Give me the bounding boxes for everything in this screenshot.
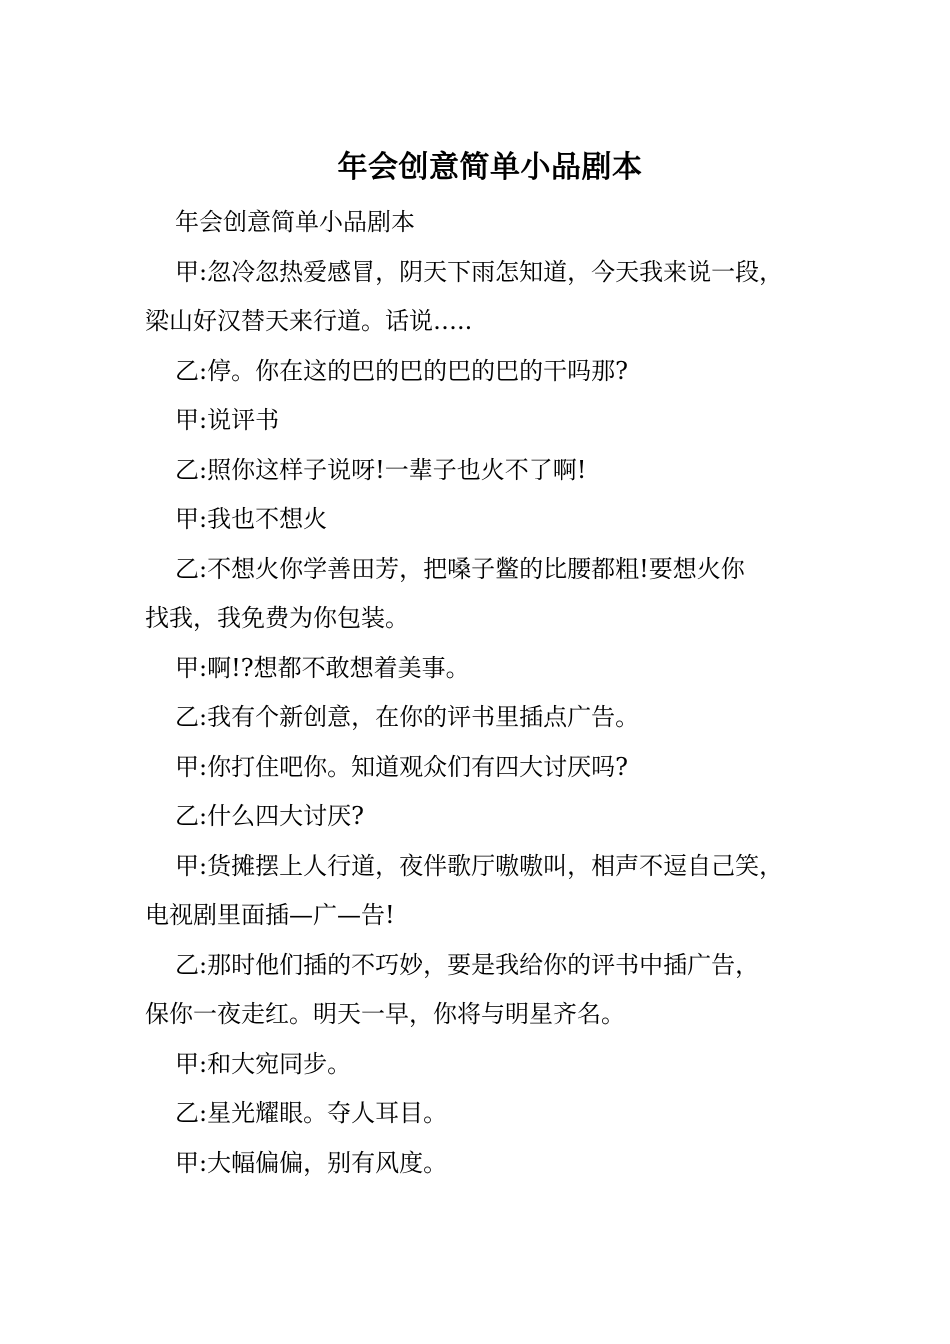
dialogue-text: 说评书 bbox=[207, 406, 280, 434]
speaker-label: 乙: bbox=[175, 554, 208, 583]
speaker-label: 甲: bbox=[175, 406, 208, 434]
dialogue-text: 我也不想火 bbox=[207, 505, 328, 533]
dialogue-line-continuation bbox=[145, 990, 820, 1040]
document-subtitle: 年会创意简单小品剧本 bbox=[175, 208, 415, 236]
dialogue-line-continuation bbox=[145, 297, 820, 347]
speaker-label: 乙: bbox=[175, 1099, 208, 1127]
dialogue-text: 我有个新创意，在你的评书里插点广告。 bbox=[207, 703, 640, 731]
dialogue-text: 照你这样子说呀!一辈子也火不了啊! bbox=[207, 455, 587, 484]
dialogue-line bbox=[145, 1089, 820, 1139]
speaker-label: 甲: bbox=[175, 505, 208, 533]
dialogue-line bbox=[145, 743, 820, 793]
document-title: 年会创意简单小品剧本 bbox=[337, 150, 643, 185]
dialogue-line bbox=[145, 792, 820, 842]
dialogue-text: 保你一夜走红。明天一早，你将与明星齐名。 bbox=[145, 1000, 625, 1028]
dialogue-line bbox=[145, 396, 820, 446]
speaker-label: 甲: bbox=[175, 653, 208, 682]
speaker-label: 乙: bbox=[175, 703, 208, 731]
dialogue-line bbox=[145, 248, 820, 298]
dialogue-line bbox=[145, 545, 820, 595]
dialogue-text: 什么四大讨厌? bbox=[207, 802, 364, 830]
dialogue-text: 货摊摆上人行道，夜伴歌厅嗷嗷叫，相声不逗自己笑， bbox=[207, 851, 784, 880]
dialogue-text: 电视剧里面插—广—告! bbox=[145, 901, 395, 929]
document-body bbox=[145, 198, 820, 1188]
speaker-label: 乙: bbox=[175, 802, 208, 830]
dialogue-text: 大幅偏偏，别有风度。 bbox=[207, 1148, 448, 1177]
speaker-label: 甲: bbox=[175, 1148, 208, 1177]
speaker-label: 乙: bbox=[175, 455, 208, 484]
speaker-label: 甲: bbox=[175, 851, 208, 880]
dialogue-line bbox=[145, 347, 820, 397]
speaker-label: 乙: bbox=[175, 950, 208, 979]
dialogue-line bbox=[145, 1139, 820, 1189]
speaker-label: 甲: bbox=[175, 257, 208, 286]
dialogue-line bbox=[145, 693, 820, 743]
dialogue-line-continuation bbox=[145, 891, 820, 941]
dialogue-line bbox=[145, 446, 820, 496]
dialogue-text: 星光耀眼。夺人耳目。 bbox=[207, 1099, 448, 1127]
dialogue-text: 啊!?想都不敢想着美事。 bbox=[207, 653, 470, 682]
dialogue-text: 那时他们插的不巧妙，要是我给你的评书中插广告， bbox=[207, 950, 760, 979]
dialogue-line bbox=[145, 495, 820, 545]
dialogue-line bbox=[145, 644, 820, 694]
speaker-label: 甲: bbox=[175, 752, 208, 781]
dialogue-text: 你打住吧你。知道观众们有四大讨厌吗? bbox=[207, 752, 628, 781]
dialogue-line bbox=[145, 842, 820, 892]
speaker-label: 甲: bbox=[175, 1049, 208, 1078]
dialogue-text: 不想火你学善田芳，把嗓子鳖的比腰都粗!要想火你 bbox=[207, 554, 745, 583]
dialogue-text: 停。你在这的巴的巴的巴的巴的干吗那? bbox=[207, 356, 628, 385]
dialogue-text: 和大宛同步。 bbox=[207, 1049, 352, 1078]
speaker-label: 乙: bbox=[175, 356, 208, 385]
dialogue-line-continuation bbox=[145, 594, 820, 644]
dialogue-line bbox=[145, 1040, 820, 1090]
dialogue-text: 找我，我免费为你包装。 bbox=[145, 604, 409, 632]
dialogue-text: 梁山好汉替天来行道。话说….. bbox=[145, 307, 473, 335]
dialogue-text: 忽冷忽热爱感冒，阴天下雨怎知道，今天我来说一段， bbox=[207, 257, 784, 286]
dialogue-line bbox=[145, 941, 820, 991]
